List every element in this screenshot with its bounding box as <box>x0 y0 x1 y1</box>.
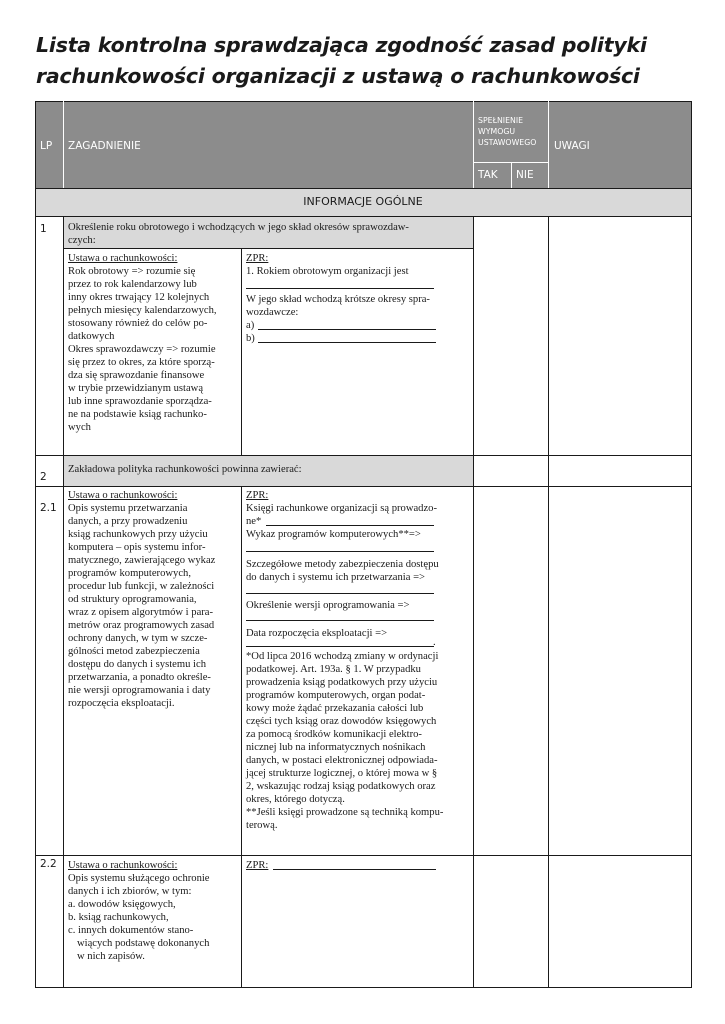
row21-note-line: kowy może żądać przekazania całości lub <box>246 703 424 714</box>
row22-blank-1[interactable] <box>273 869 436 870</box>
row21-law-line: ochrony danych, w tym w szcze- <box>68 633 208 644</box>
row1-law-title: Ustawa o rachunkowości: <box>68 253 178 264</box>
row21-note-line: części tych ksiąg oraz dowodów księgowych <box>246 716 437 727</box>
row1-law-line: w trybie przewidzianym ustawą <box>68 383 204 394</box>
row1-blank-1[interactable] <box>246 288 434 289</box>
row21-note-line: za pomocą środków komunikacji elektro- <box>246 729 422 740</box>
row1-zpr-line3: wozdawcze: <box>246 307 299 318</box>
row1-number: 1 <box>40 223 47 235</box>
row22-zpr-title: ZPR: <box>246 860 269 871</box>
row21-note-line: danych, w postaci elektronicznej odpowiada- <box>246 755 438 766</box>
row1-zpr-line1: 1. Rokiem obrotowym organizacji jest <box>246 266 409 277</box>
row21-law-line: od struktury oprogramowania, <box>68 594 197 605</box>
row21-note-line: prowadzenia ksiąg podatkowych przy użyciu <box>246 677 438 688</box>
row21-law-line: komputera – opis systemu infor- <box>68 542 206 553</box>
row21-law-title: Ustawa o rachunkowości: <box>68 490 178 501</box>
row21-note-line: programów komputerowych, organ podat- <box>246 690 426 701</box>
row21-number: 2.1 <box>40 502 57 514</box>
row1-zpr-title: ZPR: <box>246 253 269 264</box>
row21-zpr-line7: Data rozpoczęcia eksploatacji => <box>246 628 388 639</box>
row22-law-line: Opis systemu służącego ochronie <box>68 873 210 884</box>
row1-law-line: Okres sprawozdawczy => rozumie <box>68 344 216 355</box>
row21-law-line: matycznego, zawierającego wykaz <box>68 555 216 566</box>
row22-law-line: wiących podstawę dokonanych <box>77 938 210 949</box>
header-spelnienie-2: WYMOGU <box>478 127 516 136</box>
row1-law-line: inny okres trwający 12 kolejnych <box>68 292 210 303</box>
row1-blank-a[interactable] <box>258 329 436 330</box>
row1-law-line: datkowych <box>68 331 115 342</box>
row1-law-line: wych <box>68 422 91 433</box>
page-title <box>36 30 696 92</box>
row21-blank-2[interactable] <box>246 551 434 552</box>
row21-law-line: procedur lub funkcji, w zależności <box>68 581 215 592</box>
row21-zpr-line6: Określenie wersji oprogramowania => <box>246 600 410 611</box>
row21-law-line: dostępu do danych i systemu ich <box>68 659 206 670</box>
header-uwagi: UWAGI <box>554 140 590 152</box>
row1-law-line: dza się sprawozdanie finansowe <box>68 370 205 381</box>
header-nie: NIE <box>516 169 534 181</box>
header-lp: LP <box>40 140 53 152</box>
row1-law-line: przez to rok kalendarzowy lub <box>68 279 197 290</box>
row21-law-line: przetwarzania, a ponadto określe- <box>68 672 211 683</box>
row21-law-line: ksiąg rachunkowych przy użyciu <box>68 529 208 540</box>
header-spelnienie-1: SPEŁNIENIE <box>478 116 524 125</box>
row21-law-line: gólności metod zabezpieczenia <box>68 646 200 657</box>
row21-law-line: programów komputerowych, <box>68 568 191 579</box>
row22-number: 2.2 <box>40 858 57 870</box>
row1-zpr-b: b) <box>246 333 255 344</box>
title-line-1: Lista kontrolna sprawdzająca zgodność zasad polityki <box>36 33 647 57</box>
row21-zpr-line5: do danych i systemu ich przetwarzania => <box>246 572 426 583</box>
row21-blank-1[interactable] <box>266 525 434 526</box>
title-line-2: rachunkowości organizacji z ustawą o rachunkowości <box>36 64 640 88</box>
row21-note-line: *Od lipca 2016 wchodzą zmiany w ordynacji <box>246 651 439 662</box>
header-tak: TAK <box>478 169 498 181</box>
row21-zpr-line3: Wykaz programów komputerowych**=> <box>246 529 421 540</box>
row21-note-line: nicznej lub na informatycznych nośnikach <box>246 742 426 753</box>
row1-law-line: stosowany również do celów po- <box>68 318 208 329</box>
row22-law-line: b. ksiąg rachunkowych, <box>68 912 169 923</box>
row21-note-line: 2, wskazując rodzaj ksiąg podatkowych oraz <box>246 781 436 792</box>
row1-law-line: lub inne sprawozdanie sporządza- <box>68 396 212 407</box>
row21-law-line: nie wersji oprogramowania i daty <box>68 685 211 696</box>
row21-note-line: **Jeśli księgi prowadzone są techniką kompu- <box>246 807 444 818</box>
row21-law-line: metrów oraz programowych zasad <box>68 620 215 631</box>
row1-zpr-line2: W jego skład wchodzą krótsze okresy spra- <box>246 294 430 305</box>
row21-zpr-line4: Szczegółowe metody zabezpieczenia dostępu <box>246 559 439 570</box>
row22-law-line: c. innych dokumentów stano- <box>68 925 194 936</box>
row21-note-line: podatkowej. Art. 193a. § 1. W przypadku <box>246 664 421 675</box>
header-zagadnienie: ZAGADNIENIE <box>68 140 141 152</box>
row22-law-title: Ustawa o rachunkowości: <box>68 860 178 871</box>
row22-law-line: w nich zapisów. <box>77 951 145 962</box>
row1-topic-line2: czych: <box>68 235 96 246</box>
row21-law-line: danych, a przy prowadzeniu <box>68 516 188 527</box>
row21-law-line: wraz z opisem algorytmów i para- <box>68 607 214 618</box>
row1-blank-b[interactable] <box>258 342 436 343</box>
row21-law-line: Opis systemu przetwarzania <box>68 503 188 514</box>
row21-blank-5-dot: . <box>433 637 436 648</box>
row21-blank-4[interactable] <box>246 620 434 621</box>
header-spelnienie-3: USTAWOWEGO <box>478 138 537 147</box>
row1-topic-line1: Określenie roku obrotowego i wchodzących w jego skład okresów sprawozdaw- <box>68 222 409 233</box>
row21-blank-3[interactable] <box>246 593 434 594</box>
row1-law-line: się przez to okres, za które sporzą- <box>68 357 215 368</box>
row21-note-line: jącej strukturze logicznej, o której mowa w § <box>246 768 438 779</box>
row2-number: 2 <box>40 471 47 483</box>
row1-law-line: pełnych miesięcy kalendarzowych, <box>68 305 217 316</box>
row22-law-line: a. dowodów księgowych, <box>68 899 176 910</box>
row22-law-line: danych i ich zbiorów, w tym: <box>68 886 192 897</box>
section-title: INFORMACJE OGÓLNE <box>303 195 423 208</box>
row21-zpr-title: ZPR: <box>246 490 269 501</box>
row1-zpr-a: a) <box>246 320 255 331</box>
row21-zpr-line1: Księgi rachunkowe organizacji są prowadzo- <box>246 503 438 514</box>
row1-law-line: ne na podstawie ksiąg rachunko- <box>68 409 207 420</box>
row21-note-line: okres, którego dotyczą. <box>246 794 345 805</box>
row21-zpr-line2: ne* <box>246 516 262 527</box>
row21-note-line: terową. <box>246 820 278 831</box>
row21-blank-5[interactable] <box>246 646 434 647</box>
row1-law-line: Rok obrotowy => rozumie się <box>68 266 196 277</box>
row2-topic: Zakładowa polityka rachunkowości powinna zawierać: <box>68 464 302 475</box>
row21-law-line: rozpoczęcia eksploatacji. <box>68 698 175 709</box>
